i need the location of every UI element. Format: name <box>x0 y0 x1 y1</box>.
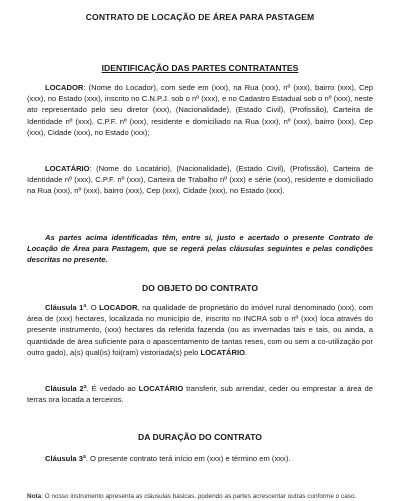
clause-2-text: transferir, sub arrendar, ceder ou emprestar a área de terras ora locada a terceiros. <box>27 384 373 405</box>
document-title: CONTRATO DE LOCAÇÃO DE ÁREA PARA PASTAGEM <box>85 12 315 22</box>
clause-3-label: Cláusula 3ª <box>45 454 86 463</box>
clause-1-paragraph <box>27 302 373 358</box>
clause-2-paragraph <box>27 383 373 405</box>
locatario-text: : (Nome do Locatário), (Nacionalidade), (Estado Civil), (Profissão), Carteira de Identidade nº (xxx), C.P.F. nº (xxx), Carteira de Trabalho nº (xxx) e série (xxx), residente e domiciliado na Rua (xxx), nº (xxx), bairro (xxx), Cep (xxx), Cidade (xxx), no Estado (xxx). <box>27 164 373 196</box>
agreement-paragraph: As partes acima identificadas têm, entre si, justo e acertado o presente Contrato de Locação de Área para Pastagem, que se regerá pelas cláusulas seguintes e pelas condições descritas no presente. <box>27 233 373 265</box>
locatario-label: LOCATÁRIO <box>45 164 90 173</box>
clause-2-label: Cláusula 2ª <box>45 384 87 393</box>
object-heading: DO OBJETO DO CONTRATO <box>141 283 259 293</box>
parties-heading <box>0 63 400 73</box>
note-label: Nota <box>27 493 42 500</box>
clause-3-text: . O presente contrato terá início em (xxx) e término em (xxx). <box>85 454 291 463</box>
duration-heading: DA DURAÇÃO DO CONTRATO <box>138 432 262 442</box>
clause-1-label: Cláusula 1ª <box>45 303 87 312</box>
clause-1-end: . <box>245 347 248 357</box>
locador-paragraph <box>27 82 373 138</box>
locador-text: : (Nome do Locador), com sede em (xxx), na Rua (xxx), nº (xxx), bairro (xxx), Cep (xxx), no Estado (xxx), inscrito no C.N.P.J. sob o nº (xxx), e no Cadastro Estadual sob o nº (xxx), neste ato representado pelo seu diretor (xxx), (Nacionalidade), (Estado Civil), (Profissão), Carteira de Identidade nº (xxx), C.P.F. nº (xxx), residente e domiciliado na Rua (xxx), nº (xxx), bairro (xxx), Cep (xxx), Cidade (xxx), no Estado (xxx); <box>27 83 373 137</box>
clause-3-paragraph <box>27 453 373 464</box>
clause-2-intro: . É vedado ao <box>86 384 139 393</box>
locatario-paragraph <box>27 163 373 197</box>
clause-1-intro: . O <box>86 303 100 312</box>
parties-heading-text: IDENTIFICAÇÃO DAS PARTES CONTRATANTES <box>101 63 299 73</box>
clause-1-locador: LOCADOR <box>99 303 138 312</box>
clause-1-locatario: LOCATÁRIO <box>200 347 246 357</box>
locador-label: LOCADOR <box>45 83 84 92</box>
note-text: : O nosso instrumento apresenta as cláusulas básicas, podendo as partes acrescentar outras conforme o caso. <box>41 493 357 500</box>
clause-1-text: , na qualidade de proprietário do imóvel rural denominado (xxx), com área de (xxx) hectares, localizada no município de, inscrito no INCRA sob o nº (xxx) loca através do presente instrumento, (xxx) hectares da referida fazenda (ou as invernadas tais e tais, ou ainda, a quantidade de área suficiente para o apascentamento de tantas reses, com ou sem a co-utilização por outro gado), a(s) qual(is) foi(ram) vistoriada(s) pelo <box>27 303 373 357</box>
clause-2-locatario: LOCATÁRIO <box>138 384 184 393</box>
